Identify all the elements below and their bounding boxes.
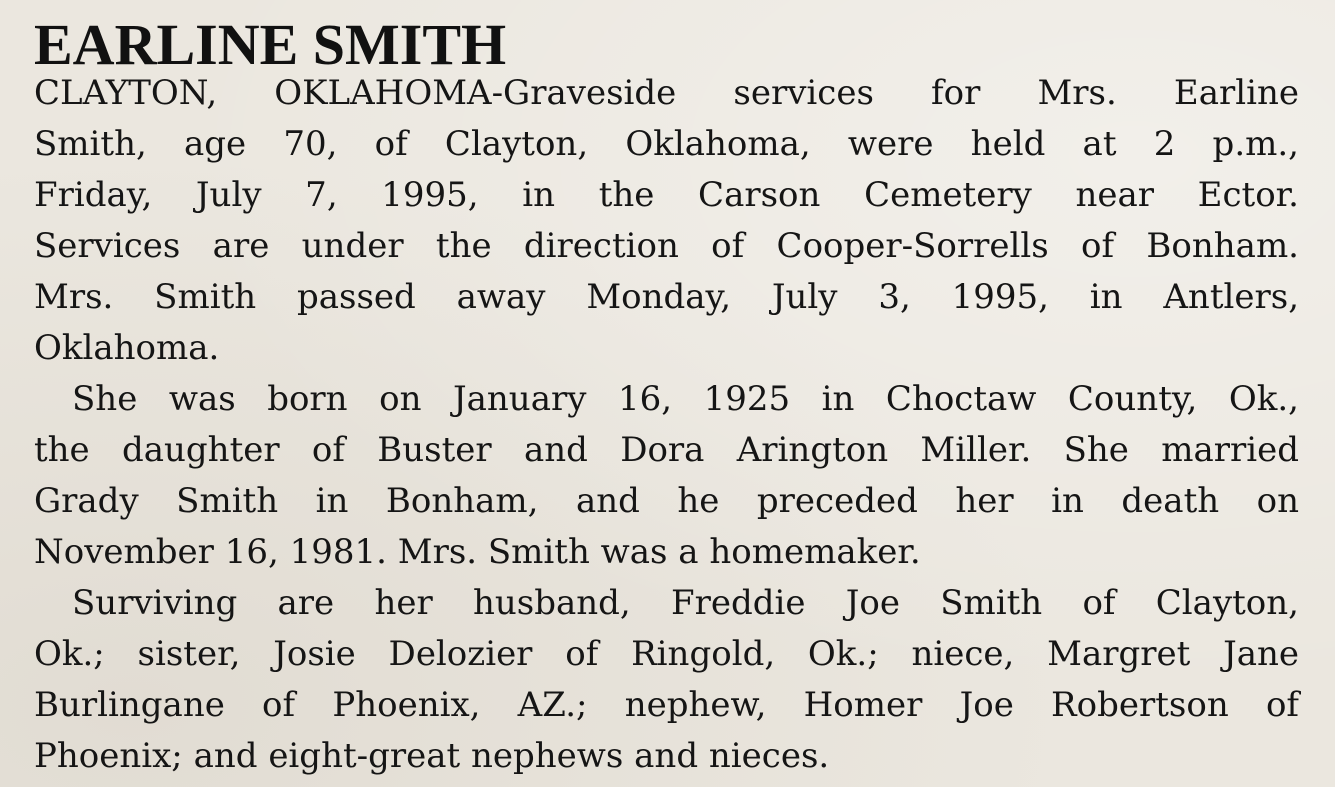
text-line: Services are under the direction of Cooper-Sorrells of Bonham. bbox=[34, 226, 1299, 266]
text-line: November 16, 1981. Mrs. Smith was a homemaker. bbox=[34, 532, 921, 572]
text-line: Phoenix; and eight-great nephews and nieces. bbox=[34, 736, 830, 776]
text-line: Smith, age 70, of Clayton, Oklahoma, were held at 2 p.m., bbox=[34, 124, 1299, 164]
obituary-headline: EARLINE SMITH bbox=[34, 12, 507, 77]
paragraph-survivors bbox=[34, 578, 1304, 782]
text-line: Grady Smith in Bonham, and he preceded her in death on bbox=[34, 481, 1299, 521]
text-line: Burlingane of Phoenix, AZ.; nephew, Homer Joe Robertson of bbox=[34, 685, 1299, 725]
text-line: Ok.; sister, Josie Delozier of Ringold, Ok.; niece, Margret Jane bbox=[34, 634, 1299, 674]
text-line: Mrs. Smith passed away Monday, July 3, 1995, in Antlers, bbox=[34, 277, 1299, 317]
text-line: CLAYTON, OKLAHOMA-Graveside services for Mrs. Earline bbox=[34, 73, 1299, 113]
text-line: She was born on January 16, 1925 in Choctaw County, Ok., bbox=[72, 379, 1299, 419]
obituary-body bbox=[34, 68, 1304, 782]
text-line: Oklahoma. bbox=[34, 328, 220, 368]
paragraph-services bbox=[34, 68, 1304, 374]
paragraph-biography bbox=[34, 374, 1304, 578]
text-line: the daughter of Buster and Dora Arington Miller. She married bbox=[34, 430, 1299, 470]
text-line: Surviving are her husband, Freddie Joe Smith of Clayton, bbox=[72, 583, 1299, 623]
text-line: Friday, July 7, 1995, in the Carson Cemetery near Ector. bbox=[34, 175, 1299, 215]
